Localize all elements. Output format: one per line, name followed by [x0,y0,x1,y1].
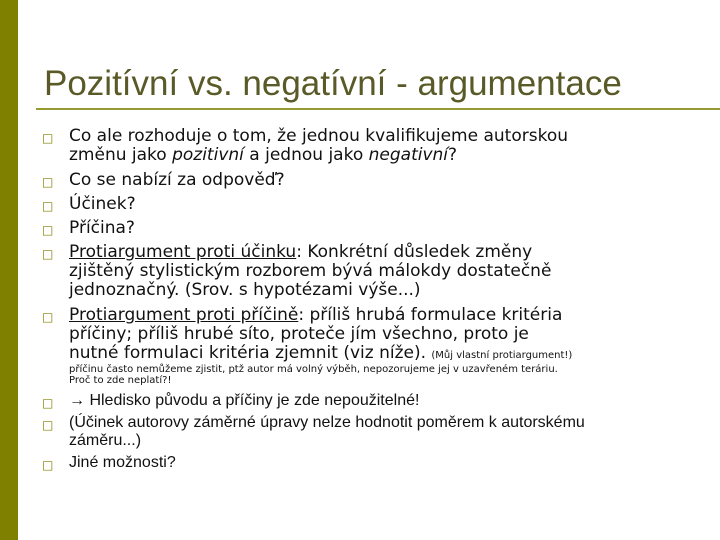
item-5-label: Protiargument proti účinku [69,242,297,262]
item-8-line2: záměru...) [69,432,142,449]
item-6-line1-rest: : příliš hrubá formulace kritéria [298,305,563,325]
bullet-icon: □ [42,131,54,145]
bullet-icon: □ [42,458,54,472]
list-item [69,414,585,450]
item-8-line1: (Účinek autorovy záměrné úpravy nelze hodnotit poměrem k autorskému [69,414,585,431]
list-item [69,306,572,365]
list-item [69,243,551,300]
item-5-line2: zjištěný stylistickým rozborem bývá málokdy dostatečně [69,261,552,281]
list-item: Účinek? [69,194,136,214]
bullet-icon: □ [42,418,54,432]
item-1-emphasis-positive: pozitivní [172,145,244,165]
item-1-line2 [69,146,568,165]
list-item: Jiné možnosti? [69,454,176,471]
bullet-icon: □ [42,310,54,324]
bullet-icon: □ [42,396,54,410]
slide-title: Pozitívní vs. negatívní - argumentace [44,64,622,103]
item-1-line2-pre: změnu jako [69,145,173,165]
list-item [69,127,568,165]
item-1-line2-post: ? [448,145,458,165]
item-6-line2: příčiny; příliš hrubé síto, proteče jím všechno, proto je [69,324,529,344]
item-6-line3 [69,344,572,365]
item-6-line1 [69,306,572,325]
bullet-icon: □ [42,175,54,189]
item-6-own-note: (Můj vlastní protiargument!) [431,350,573,361]
item-6-footnote-line2: Proč to zde neplatí?! [69,375,172,386]
item-1-line2-mid: a jednou jako [243,145,369,165]
list-item: → Hledisko původu a příčiny je zde nepoužitelné! [69,392,420,409]
item-6-label: Protiargument proti příčině [69,305,299,325]
bullet-icon: □ [42,199,54,213]
item-5-line3: jednoznačný. (Srov. s hypotézami výše...) [69,280,421,300]
item-5-line1 [69,243,551,262]
list-item: Co se nabízí za odpověď? [69,170,285,190]
list-item: Příčina? [69,218,135,238]
item-6-line3-text: nutné formulaci kritéria zjemnit (viz níže). [69,343,426,363]
item-1-line1: Co ale rozhoduje o tom, že jednou kvalifikujeme autorskou [69,126,568,146]
bullet-icon: □ [42,247,54,261]
bullet-icon: □ [42,223,54,237]
item-6-footnote-line1: příčinu často nemůžeme zjistit, ptž autor má volný výběh, nepozorujeme jej v uzavřeném teráriu. [69,364,558,375]
item-1-emphasis-negative: negativní [368,145,449,165]
item-5-line1-rest: : Konkrétní důsledek změny [296,242,533,262]
